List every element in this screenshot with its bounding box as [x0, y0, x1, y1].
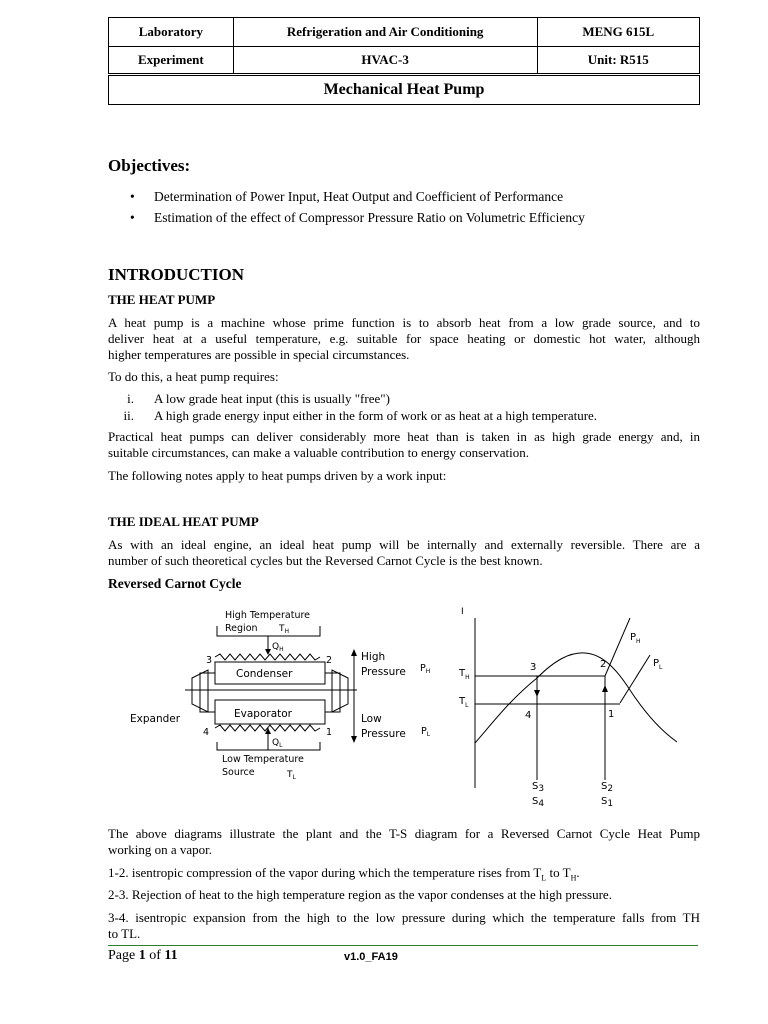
th-label: $T_H$ [279, 624, 290, 635]
region-label: Region [225, 623, 258, 634]
point-4-label: 4 [203, 727, 210, 738]
paragraph-line: deliver heat at a useful temperature, e.g. suitable for space heating or domestic hot water, although [108, 331, 700, 346]
step-text: 1-2. isentropic compression of the vapor during which the temperature rises from T [108, 865, 542, 880]
list-number: i. [127, 391, 134, 406]
step-3-4 [108, 910, 700, 942]
pl-curve-label: $P_L$ [653, 658, 663, 671]
s2-label: S2 [601, 781, 614, 794]
ph-curve-label: $P_H$ [630, 632, 641, 645]
of-word: of [149, 948, 161, 963]
s4-label: S4 [532, 796, 545, 809]
tl-label: $T_L$ [287, 770, 296, 781]
high-temp-label: High Temperature [225, 610, 311, 621]
version-label: v1.0_FA19 [344, 951, 398, 963]
paragraph-line: The above diagrams illustrate the plant and the T-S diagram for a Reversed Carnot Cycle Heat Pump [108, 826, 700, 841]
paragraph-line: number of such theoretical cycles but the Reversed Carnot Cycle is the best known. [108, 553, 543, 568]
paragraph-line: As with an ideal engine, an ideal heat pump will be internally and externally reversible. There are a [108, 537, 700, 552]
low-label: Low [361, 713, 382, 725]
header-unit: Unit: R515 [537, 47, 699, 74]
heat-pump-heading: THE HEAT PUMP [108, 292, 216, 307]
paragraph-line: Practical heat pumps can deliver considerably more heat than is taken in as high grade energy and, in [108, 429, 700, 444]
evaporator-label: Evaporator [234, 708, 292, 720]
s1-label: S1 [601, 796, 614, 809]
state-4-label: 4 [525, 710, 532, 721]
footer-divider [108, 945, 698, 946]
arrow-up-icon [351, 649, 357, 656]
expander-label: Expander [130, 713, 181, 725]
ph-label: $P_H$ [420, 663, 431, 675]
heat-pump-paragraph [108, 315, 700, 363]
ideal-paragraph [108, 537, 700, 569]
ql-label: $Q_L$ [272, 738, 283, 749]
low-pressure-label: Pressure [361, 728, 406, 740]
requires-paragraph: To do this, a heat pump requires: [108, 369, 279, 384]
page-number: 1 [138, 948, 146, 963]
header-table [108, 17, 700, 74]
reversed-carnot-heading: Reversed Carnot Cycle [108, 576, 242, 591]
qh-label: $Q_H$ [272, 642, 284, 653]
objectives-heading: Objectives: [108, 156, 191, 175]
state-1-label: 1 [608, 709, 615, 720]
arrow-head-icon [265, 728, 271, 734]
low-temp-label: Low Temperature [222, 754, 304, 765]
page-total: 11 [164, 948, 178, 963]
paragraph-line: A heat pump is a machine whose prime function is to absorb heat from a low grade source, and to [108, 315, 700, 330]
pl-curve [620, 655, 650, 703]
subscript: H [570, 873, 577, 883]
list-number: ii. [123, 408, 134, 423]
step-text: to T [546, 865, 571, 880]
paragraph-line: higher temperatures are possible in special circumstances. [108, 347, 410, 362]
practical-paragraph [108, 429, 700, 461]
bullet-icon: • [130, 189, 135, 204]
header-course-name: Refrigeration and Air Conditioning [233, 18, 537, 47]
arrow-down-icon [351, 736, 357, 743]
notes-paragraph: The following notes apply to heat pumps driven by a work input: [108, 468, 447, 483]
diagram-description [108, 826, 700, 858]
condenser-coil [215, 654, 320, 660]
ideal-heat-pump-heading: THE IDEAL HEAT PUMP [108, 514, 259, 529]
th-axis-label: $T_H$ [459, 668, 470, 681]
header-experiment-label: Experiment [109, 47, 234, 74]
requirements-list [108, 391, 700, 425]
ts-diagram [455, 600, 695, 810]
saturation-dome [475, 653, 677, 743]
arrow-up-icon [602, 685, 608, 692]
objective-text: Determination of Power Input, Heat Output and Coefficient of Performance [154, 189, 564, 204]
objective-text: Estimation of the effect of Compressor Pressure Ratio on Volumetric Efficiency [154, 210, 585, 225]
ph-curve [605, 618, 630, 676]
header-course-code: MENG 615L [537, 18, 699, 47]
t-axis-label: I [461, 607, 464, 617]
pl-label: $P_L$ [421, 726, 431, 738]
step-text: . [576, 865, 580, 880]
step-2-3: 2-3. Rejection of heat to the high temperature region as the vapor condenses at the high pressure. [108, 887, 612, 902]
source-label: Source [222, 767, 255, 778]
state-3-label: 3 [530, 662, 537, 673]
paragraph-line: suitable circumstances, can make a valuable contribution to energy conservation. [108, 445, 530, 460]
page-word: Page [108, 948, 136, 963]
arrow-down-icon [534, 690, 540, 697]
condenser-label: Condenser [236, 668, 293, 680]
paragraph-line: to TL. [108, 926, 141, 941]
step-1-2 [108, 865, 700, 887]
list-item: A low grade heat input (this is usually "free") [154, 391, 390, 406]
point-3-label: 3 [206, 655, 213, 666]
point-1-label: 1 [326, 727, 333, 738]
page-indicator [108, 948, 178, 964]
state-2-label: 2 [600, 659, 607, 670]
high-pressure-label: Pressure [361, 666, 406, 678]
subscript: L [541, 873, 547, 883]
tl-axis-label: $T_L$ [459, 696, 469, 709]
paragraph-line: 3-4. isentropic expansion from the high to the low pressure during which the temperature falls from TH [108, 910, 700, 925]
list-item: A high grade energy input either in the form of work or as heat at a high temperature. [154, 408, 598, 423]
header-lab-label: Laboratory [109, 18, 234, 47]
document-title: Mechanical Heat Pump [108, 75, 700, 105]
bullet-icon: • [130, 210, 135, 225]
header-experiment-code: HVAC-3 [233, 47, 537, 74]
introduction-heading: INTRODUCTION [108, 265, 245, 284]
paragraph-line: working on a vapor. [108, 842, 212, 857]
s3-label: S3 [532, 781, 545, 794]
point-2-label: 2 [326, 655, 333, 666]
heat-pump-schematic [120, 600, 450, 800]
high-label: High [361, 651, 386, 663]
